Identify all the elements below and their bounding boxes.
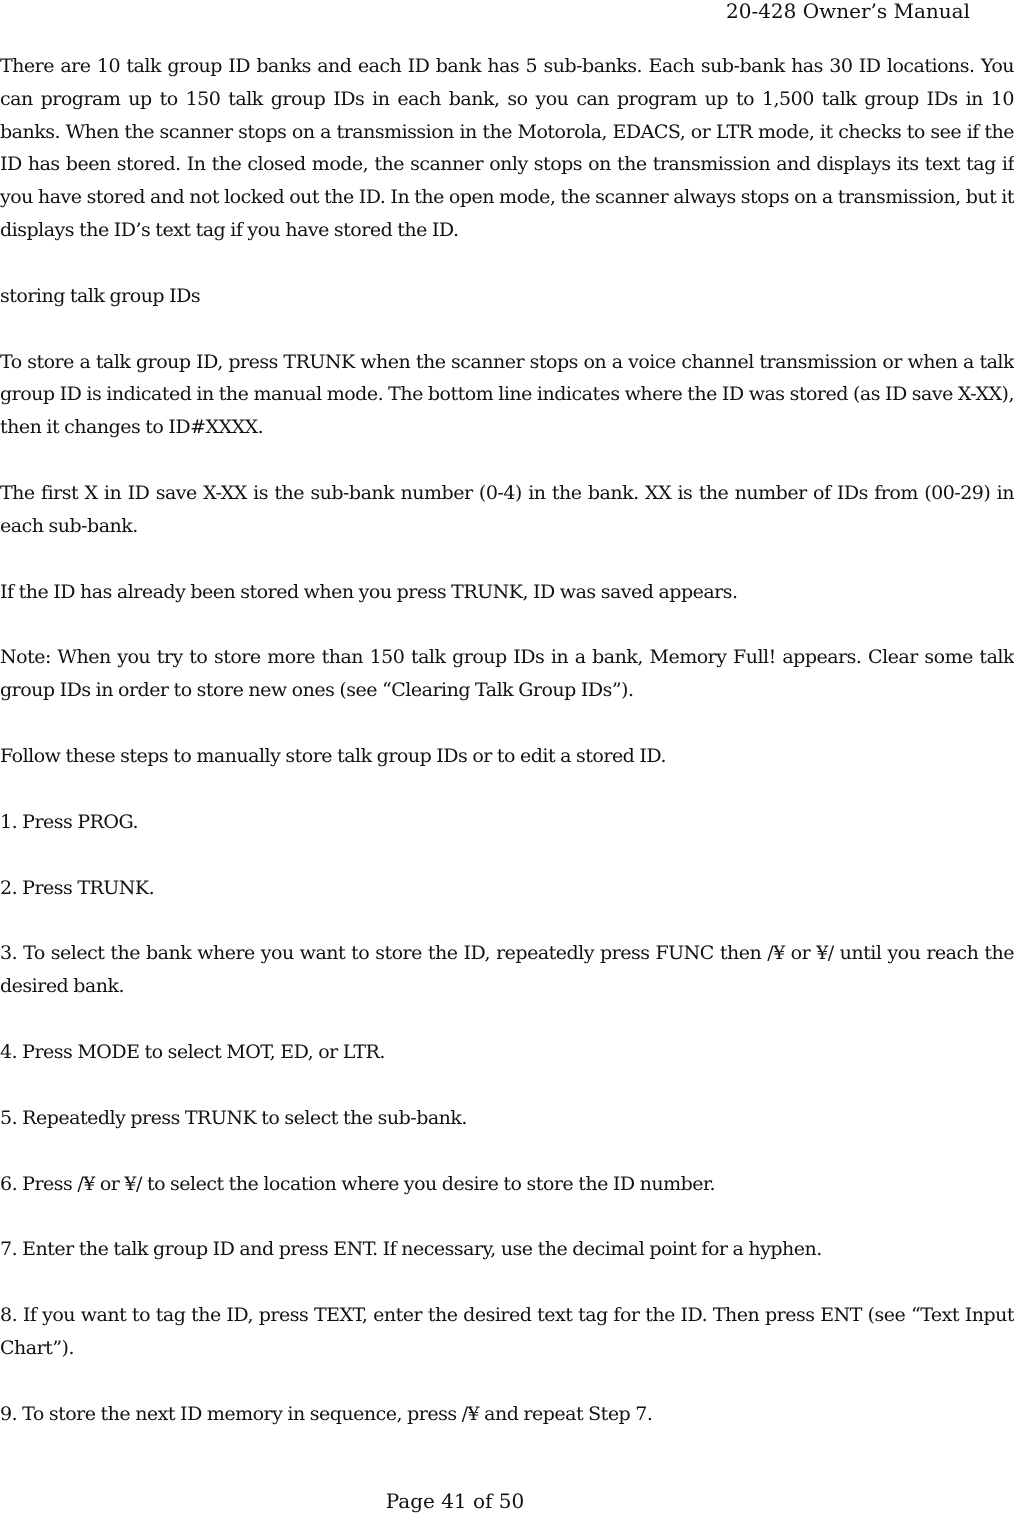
page-number: Page 41 of 50 xyxy=(385,1489,525,1513)
step-8: 8. If you want to tag the ID, press TEXT, enter the desired text tag for the ID. Then press ENT (see “Text Input Chart”). xyxy=(0,1304,1014,1359)
step-9: 9. To store the next ID memory in sequence, press /¥ and repeat Step 7. xyxy=(0,1402,653,1425)
step-3: 3. To select the bank where you want to store the ID, repeatedly press FUNC then /¥ or ¥/ until you reach the desired bank. xyxy=(0,942,1014,998)
paragraph-steps-intro: Follow these steps to manually store talk group IDs or to edit a stored ID. xyxy=(0,744,666,767)
paragraph-sub-bank: The first X in ID save X-XX is the sub-bank number (0-4) in the bank. XX is the number of IDs from (00-29) in each sub-bank. xyxy=(0,481,1014,537)
paragraph-already-stored: If the ID has already been stored when you press TRUNK, ID was saved appears. xyxy=(0,580,738,603)
step-6: 6. Press /¥ or ¥/ to select the location where you desire to store the ID number. xyxy=(0,1172,716,1195)
step-7: 7. Enter the talk group ID and press ENT. If necessary, use the decimal point for a hyphen. xyxy=(0,1238,822,1261)
step-4: 4. Press MODE to select MOT, ED, or LTR. xyxy=(0,1040,385,1063)
step-2: 2. Press TRUNK. xyxy=(0,876,155,899)
intro-paragraph: There are 10 talk group ID banks and each ID bank has 5 sub-banks. Each sub-bank has 30 ID locations. You can program up to 150 talk group IDs in each bank, so you can program up to 1,500 talk group IDs in 10 banks. When the scanner stops on a transmission in the Motorola, EDACS, or LTR mode, it checks to see if the ID has been stored. In the closed mode, the scanner only stops on the transmission and displays its text tag if you have stored and not locked out the ID. In the open mode, the scanner always stops on a transmission, but it displays the ID’s text tag if you have stored the ID. xyxy=(0,55,1014,241)
document-body xyxy=(0,50,1014,1464)
note-paragraph: Note: When you try to store more than 150 talk group IDs in a bank, Memory Full! appears. Clear some talk group IDs in order to store new ones (see “Clearing Talk Group IDs”). xyxy=(0,646,1014,702)
step-1: 1. Press PROG. xyxy=(0,810,139,833)
page-header: 20-428 Owner’s Manual xyxy=(726,0,970,23)
step-5: 5. Repeatedly press TRUNK to select the sub-bank. xyxy=(0,1106,467,1129)
section-heading: storing talk group IDs xyxy=(0,284,201,307)
paragraph-store-id: To store a talk group ID, press TRUNK when the scanner stops on a voice channel transmission or when a talk group ID is indicated in the manual mode. The bottom line indicates where the ID was stored (as ID save X-XX), then it changes to ID#XXXX. xyxy=(0,350,1014,439)
